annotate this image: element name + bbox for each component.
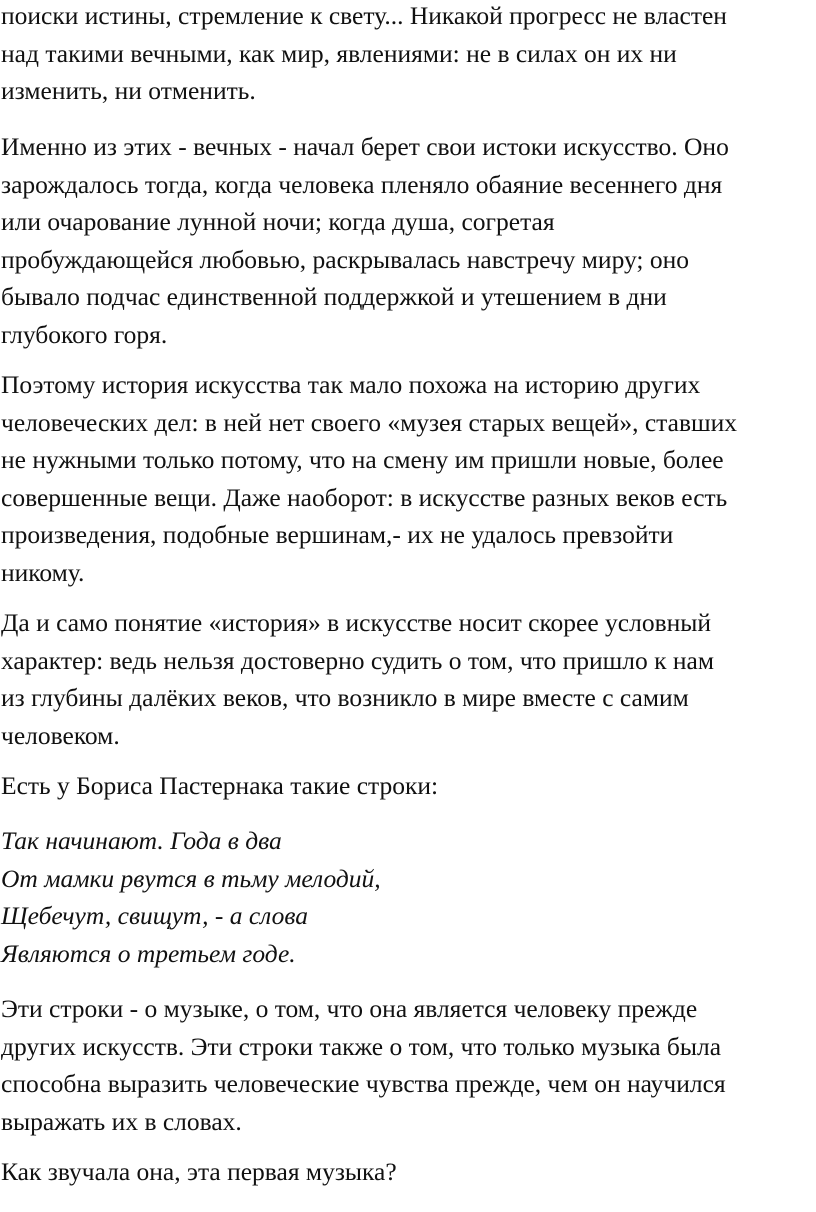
paragraph-7 [1, 1153, 813, 1191]
text-line: зарождалось тогда, когда человека пленяло обаяние весеннего дня [1, 169, 723, 199]
text-line: над такими вечными, как мир, явлениями: не в силах он их ни [1, 38, 677, 68]
text-line: Поэтому история искусства так мало похожа на историю других [1, 370, 701, 399]
paragraph-5 [1, 767, 813, 805]
text-line: человеком. [1, 720, 120, 750]
text-line: Да и само понятие «история» в искусстве носит скорее условный [1, 608, 712, 637]
poem-line: От мамки рвутся в тьму мелодий, [1, 863, 381, 893]
text-line: произведения, подобные вершинам,- их не удалось превзойти [1, 520, 674, 550]
text-line: совершенные вещи. Даже наоборот: в искусстве разных веков есть [1, 482, 728, 512]
text-line: способна выразить человеческие чувства прежде, чем он научился [1, 1069, 726, 1099]
text-line: или очарование лунной ночи; когда душа, согретая [1, 207, 555, 237]
text-line: Именно из этих - вечных - начал берет свои истоки искусство. Оно [1, 132, 729, 161]
text-line: выражать их в словах. [1, 1106, 242, 1136]
text-line: пробуждающейся любовью, раскрывалась навстречу миру; оно [1, 244, 690, 274]
poem-line: Являются о третьем годе. [1, 938, 296, 968]
text-line: характер: ведь нельзя достоверно судить о том, что пришло к нам [1, 645, 714, 675]
text-line: человеческих дел: в ней нет своего «музея старых вещей», ставших [1, 407, 738, 437]
poem-line: Так начинают. Года в два [1, 826, 282, 855]
text-line: из глубины далёких веков, что возникло в мире вместе с самим [1, 683, 689, 713]
text-line: других искусств. Эти строки также о том, что только музыка была [1, 1031, 722, 1061]
text-line: Эти строки - о музыке, о том, что она является человеку прежде [1, 994, 698, 1023]
poem-quote [1, 822, 813, 972]
paragraph-2 [1, 128, 813, 354]
text-line: Как звучала она, эта первая музыка? [1, 1157, 397, 1186]
paragraph-3 [1, 366, 813, 592]
text-line: Есть у Бориса Пастернака такие строки: [1, 771, 439, 800]
paragraph-1 [1, 0, 813, 110]
paragraph-6 [1, 990, 813, 1140]
text-line: бывало подчас единственной поддержкой и утешением в дни [1, 282, 667, 312]
poem-line: Щебечут, свищут, - а слова [1, 901, 308, 931]
text-line: поиски истины, стремление к свету... Никакой прогресс не властен [1, 1, 727, 30]
text-line: глубокого горя. [1, 319, 168, 349]
paragraph-4 [1, 604, 813, 754]
text-line: не нужными только потому, что на смену им пришли новые, более [1, 445, 724, 475]
text-line: никому. [1, 557, 85, 587]
text-line: изменить, ни отменить. [1, 76, 256, 106]
